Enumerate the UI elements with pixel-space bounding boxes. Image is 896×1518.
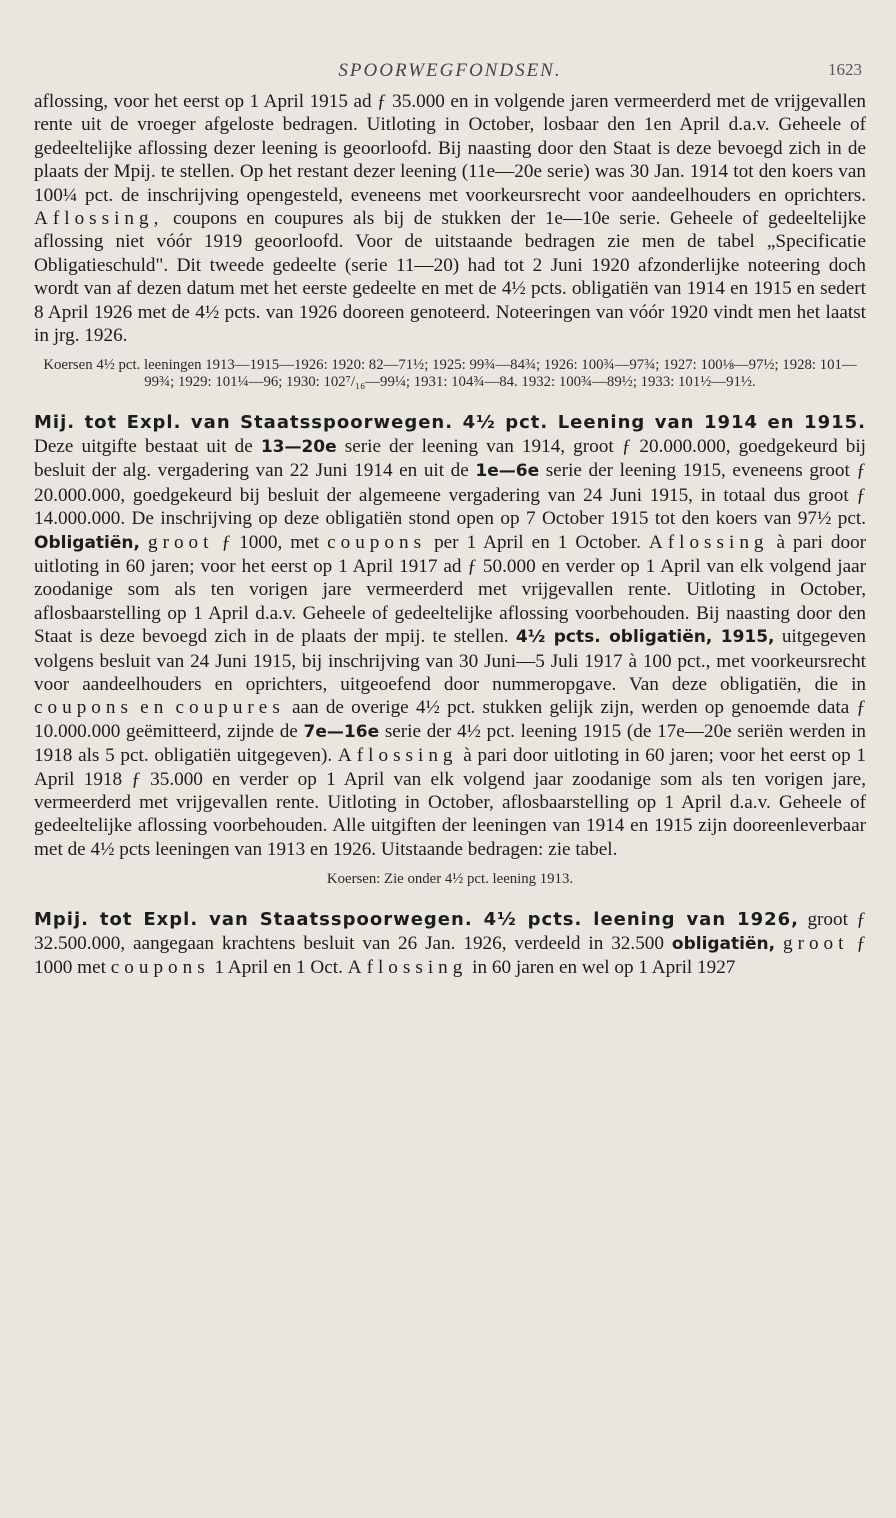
spaced-term-aflossing: Aflossing — [337, 745, 458, 767]
text-run: uitgegeven volgens besluit van 24 Juni 1915, bij inschrijving van 30 Juni—5 Juli 1917 à 100 pct., met voorkeursrecht voor aandeelhouders en oprichters, uitgeoefend door nummeropgave. Van deze obligatiën, die in — [34, 626, 867, 695]
paragraph-leening-1926 — [34, 908, 866, 979]
spaced-term-en: en — [140, 697, 169, 719]
koersen-line: Koersen 4½ pct. leeningen 1913—1915—1926: 1920: 82—71½; 1925: 99¾—84¾; 1926: 100¾—97¾; 1927: 100⅛—97½; 1928: 101—99¾; 1929: 101¼—96; 1930: 102⁷/₁₆—99¼; 1931: 104¾—84. 1932: 100¾—89½; 1933: 101½—91½. — [43, 357, 857, 391]
spaced-term-aflossing: Aflossing — [648, 531, 769, 553]
text-run: groot ƒ 32.500.000, aangegaan krachtens besluit van 26 Jan. 1926, verdeeld in 32.500 — [34, 909, 866, 954]
koersen-line: Koersen: Zie onder 4½ pct. leening 1913. — [326, 871, 574, 888]
text-run: serie der leening 1915, eveneens groot ƒ 20.000.000, goedgekeurd bij besluit der algemeene vergadering van 24 Juni 1915, in totaal dus groot ƒ 14.000.000. De inschrijving op deze obligatiën stond open op 7 October 1915 tot den koers van 97½ pct. — [34, 460, 867, 530]
spaced-term-coupons: coupons — [34, 697, 133, 719]
spaced-term-aflossing: Aflossing, — [34, 208, 164, 230]
paragraph-aflossing-continued — [34, 90, 866, 347]
section-heading: Mpij. tot Expl. van Staatsspoorwegen. 4½ pcts. leening van 1926, — [34, 909, 799, 931]
serie-label: 7e—16e — [303, 721, 380, 742]
text-run: aan de overige 4½ pct. stukken gelijk zijn, werden op genoemde data ƒ 10.000.000 geëmitteerd, zijnde de — [34, 697, 867, 742]
spaced-term-groot: groot — [782, 932, 849, 954]
text-run: serie der leening van 1914, groot ƒ 20.000.000, goedgekeurd bij besluit der alg. vergadering van 22 Juni 1914 en uit de — [34, 435, 867, 482]
text-run: à pari door uitloting in 60 jaren; voor het eerst op 1 April 1918 ƒ 35.000 en verder op 1 April van elk volgend jaar zoodanige som als ten vorigen jare, vermeerderd met vrijgevallen rente. Uitloting in October, aflosbaarstelling op 1 April d.a.v. Geheele of gedeeltelijke aflossing voorbehouden. Alle uitgiften der leeningen van 1914 en 1915 zijn dooreenleverbaar met de 4½ pcts leeningen van 1913 en 1926. Uitstaande bedragen: zie tabel. — [34, 745, 867, 860]
text-run: 1 April en 1 Oct. — [214, 957, 343, 978]
serie-label: 13—20e — [260, 436, 337, 457]
text-run: in 60 jaren en wel op 1 April 1927 — [472, 957, 736, 978]
text-run: aflossing, voor het eerst op 1 April 1915 ad ƒ 35.000 en in volgende jaren vermeerderd met de vrijgevallen rente uit de vroeger afgeloste bedragen. Uitloting in October, losbaar den 1en April d.a.v. Geheele of gedeeltelijke aflossing dezer leening is geoorloofd. Bij naasting door den Staat is deze bevoegd zich in de plaats der Mpij. te stellen. Op het restant dezer leening (11e—20e serie) was 30 Jan. 1914 tot den koers van 100¼ pct. de inschrijving opengesteld, eveneens met voorkeursrecht voor aandeelhouders en oprichters. — [34, 91, 866, 206]
spaced-term-aflossing: Aflossing — [347, 957, 468, 978]
running-title: SPOORWEGFONDSEN. — [338, 60, 562, 81]
running-head — [34, 50, 866, 90]
page-number: 1623 — [828, 60, 862, 79]
serie-label: 1e—6e — [475, 461, 540, 482]
paragraph-leening-1914-1915 — [34, 411, 866, 861]
bold-term-obligatien-1915: 4½ pcts. obligatiën, 1915, — [515, 627, 775, 648]
bold-term-obligatien: obligatiën, — [671, 933, 776, 954]
bold-term-obligatien: Obligatiën, — [34, 532, 140, 553]
spaced-term-coupons: coupons — [327, 531, 427, 553]
text-run: coupons en coupures als bij de stukken der 1e—10e serie. Geheele of gedeeltelijke aflossing niet vóór 1919 geoorloofd. Voor de uitstaande bedragen zie men de tabel „Specificatie Obligatieschuld". Dit tweede gedeelte (serie 11—20) had tot 2 Juni 1920 afzonderlijke noteering doch wordt van af dezen datum met het eerste gedeelte en met de 4½ pcts. obligatiën van 1914 en 1915 en sedert 8 April 1926 met de 4½ pcts. van 1926 dooreen genoteerd. Noteeringen van vóór 1920 vindt men het laatst in jrg. 1926. — [34, 208, 866, 347]
spaced-term-coupons: coupons — [110, 957, 210, 978]
spaced-term-groot: groot — [147, 531, 214, 553]
text-run: ƒ 1000, met — [221, 531, 320, 553]
spaced-term-coupures: coupures — [175, 697, 285, 719]
section-heading: Mij. tot Expl. van Staatsspoorwegen. 4½ pct. Leening van 1914 en 1915. — [34, 412, 866, 434]
text-run: ƒ 1000 met — [34, 932, 866, 978]
text-run: à pari door uitloting in 60 jaren; voor het eerst op 1 April 1917 ad ƒ 50.000 en verder op 1 April van elk volgend jaar zoodanige som als ten vorigen jare vermeerderd met vrijgevallen rente. Uitloting in October, aflosbaarstelling op 1 April d.a.v. Geheele of gedeeltelijke aflossing voorbehouden. Bij naasting door den Staat is deze bevoegd zich in de plaats der mpij. te stellen. — [34, 531, 867, 648]
text-run: Deze uitgifte bestaat uit de — [34, 435, 253, 457]
text-run: serie der 4½ pct. leening 1915 (de 17e—20e seriën werden in 1918 als 5 pct. obligatiën uitgegeven). — [34, 720, 867, 767]
text-run: per 1 April en 1 October. — [434, 531, 641, 553]
